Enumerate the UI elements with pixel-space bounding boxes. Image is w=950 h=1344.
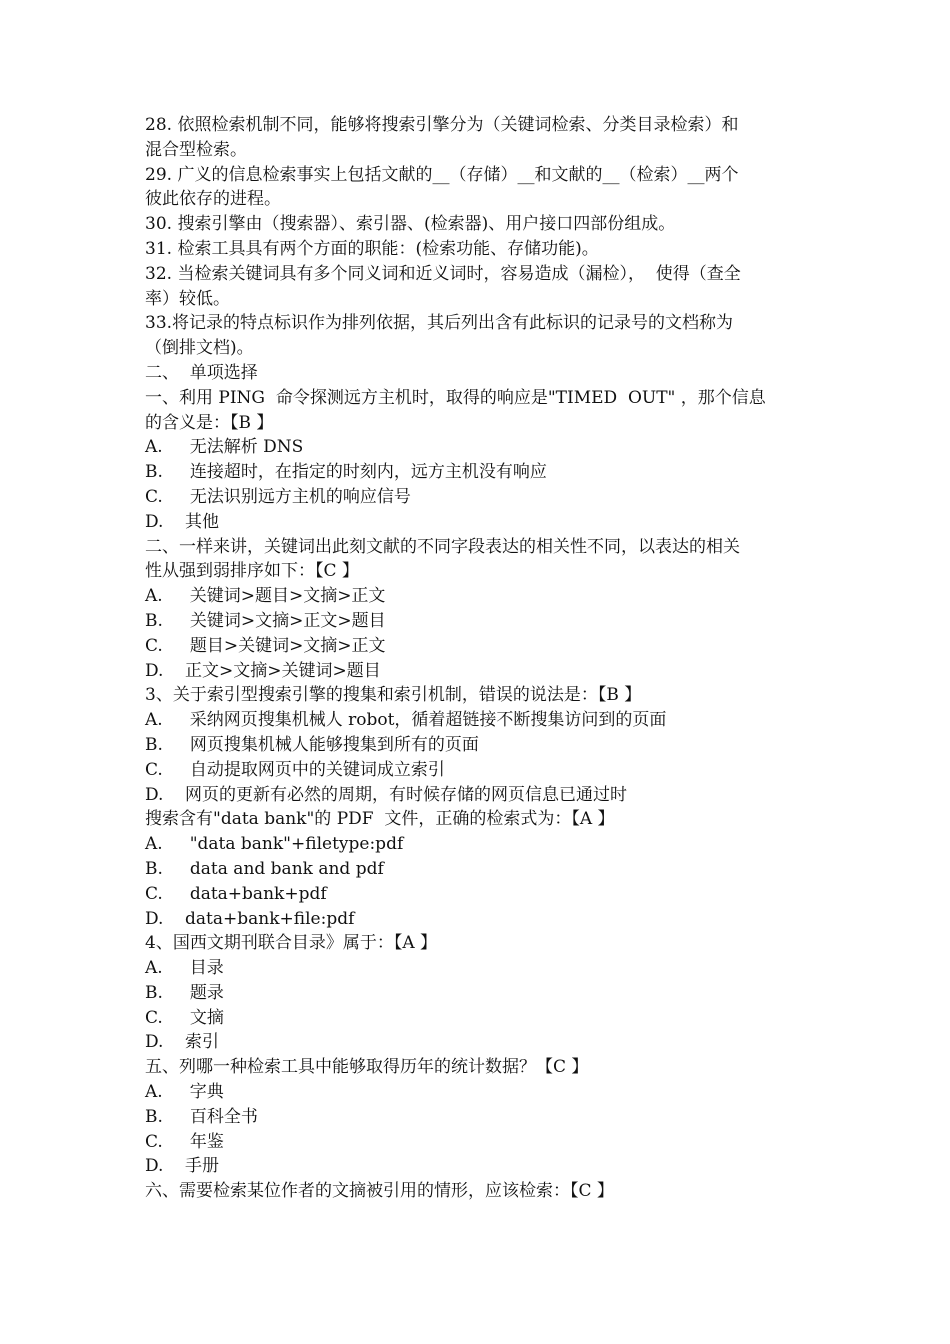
question-pdf-option-d: D. data+bank+file:pdf bbox=[145, 908, 355, 929]
question-1-option-a: A. 无法解析 DNS bbox=[145, 437, 304, 458]
question-6: 六、需要检索某位作者的文摘被引用的情形，应该检索：【C 】 bbox=[145, 1181, 614, 1202]
question-pdf-option-a: A. "data bank"+filetype:pdf bbox=[145, 834, 404, 855]
text-line-q32-cont: 率）较低。 bbox=[145, 288, 230, 309]
question-5-option-b: B. 百科全书 bbox=[145, 1106, 258, 1127]
question-pdf-option-b: B. data and bank and pdf bbox=[145, 858, 384, 879]
question-4-option-b: B. 题录 bbox=[145, 982, 224, 1003]
question-4-option-d: D. 索引 bbox=[145, 1032, 220, 1053]
question-2-option-a: A. 关键词>题目>文摘>正文 bbox=[145, 586, 386, 607]
text-line-q31: 31. 检索工具具有两个方面的职能：(检索功能、存储功能)。 bbox=[145, 238, 599, 259]
question-1: 一、利用 PING 命令探测远方主机时，取得的响应是"TIMED OUT" ，那个信息 bbox=[145, 387, 766, 408]
question-pdf-option-c: C. data+bank+pdf bbox=[145, 883, 327, 904]
text-line-q28: 28. 依照检索机制不同，能够将搜索引擎分为（关键词检索、分类目录检索）和 bbox=[145, 115, 739, 135]
question-3: 3、关于索引型搜索引擎的搜集和索引机制，错误的说法是：【B 】 bbox=[145, 685, 642, 706]
text-line-q30: 30. 搜索引擎由（搜索器）、索引器、(检索器)、用户接口四部份组成。 bbox=[145, 214, 676, 235]
text-line-q29: 29. 广义的信息检索事实上包括文献的__（存储）__和文献的__（检索）__两个 bbox=[145, 164, 739, 185]
text-line-q28-cont: 混合型检索。 bbox=[145, 139, 247, 160]
question-1-option-c: C. 无法识别远方主机的响应信号 bbox=[145, 486, 411, 507]
text-line-q33-cont: （倒排文档)。 bbox=[145, 338, 254, 359]
question-5-option-a: A. 字典 bbox=[145, 1082, 224, 1103]
text-line-q32: 32. 当检索关键词具有多个同义词和近义词时，容易造成（漏检）， 使得（查全 bbox=[145, 263, 741, 284]
question-5-option-c: C. 年鉴 bbox=[145, 1131, 224, 1152]
question-4: 4、国西文期刊联合目录》属于：【A 】 bbox=[145, 933, 437, 954]
question-pdf-search: 搜索含有"data bank"的 PDF 文件，正确的检索式为：【A 】 bbox=[145, 809, 615, 830]
question-2: 二、一样来讲，关键词出此刻文献的不同字段表达的相关性不同，以表达的相关 bbox=[145, 536, 740, 557]
question-3-option-c: C. 自动提取网页中的关键词成立索引 bbox=[145, 759, 445, 780]
text-line-q29-cont: 彼此依存的进程。 bbox=[145, 189, 281, 210]
question-5-option-d: D. 手册 bbox=[145, 1156, 220, 1177]
question-1-option-d: D. 其他 bbox=[145, 511, 220, 532]
question-2-option-c: C. 题目>关键词>文摘>正文 bbox=[145, 635, 386, 656]
question-4-option-a: A. 目录 bbox=[145, 958, 224, 979]
question-3-option-a: A. 采纳网页搜集机械人 robot，循着超链接不断搜集访问到的页面 bbox=[145, 710, 667, 731]
text-line-q33: 33.将记录的特点标识作为排列依据，其后列出含有此标识的记录号的文档称为 bbox=[145, 313, 734, 334]
question-3-option-b: B. 网页搜集机械人能够搜集到所有的页面 bbox=[145, 734, 479, 755]
section-heading-single-choice: 二、 单项选择 bbox=[145, 362, 258, 383]
question-1-cont: 的含义是：【B 】 bbox=[145, 412, 274, 433]
question-1-option-b: B. 连接超时，在指定的时刻内，远方主机没有响应 bbox=[145, 462, 547, 483]
question-2-cont: 性从强到弱排序如下：【C 】 bbox=[145, 561, 359, 582]
question-2-option-d: D. 正文>文摘>关键词>题目 bbox=[145, 660, 381, 681]
question-3-option-d: D. 网页的更新有必然的周期，有时候存储的网页信息已通过时 bbox=[145, 784, 628, 805]
question-4-option-c: C. 文摘 bbox=[145, 1007, 224, 1028]
question-5: 五、列哪一种检索工具中能够取得历年的统计数据？【C 】 bbox=[145, 1057, 589, 1078]
document-body bbox=[145, 113, 810, 1204]
question-2-option-b: B. 关键词>文摘>正文>题目 bbox=[145, 610, 386, 631]
